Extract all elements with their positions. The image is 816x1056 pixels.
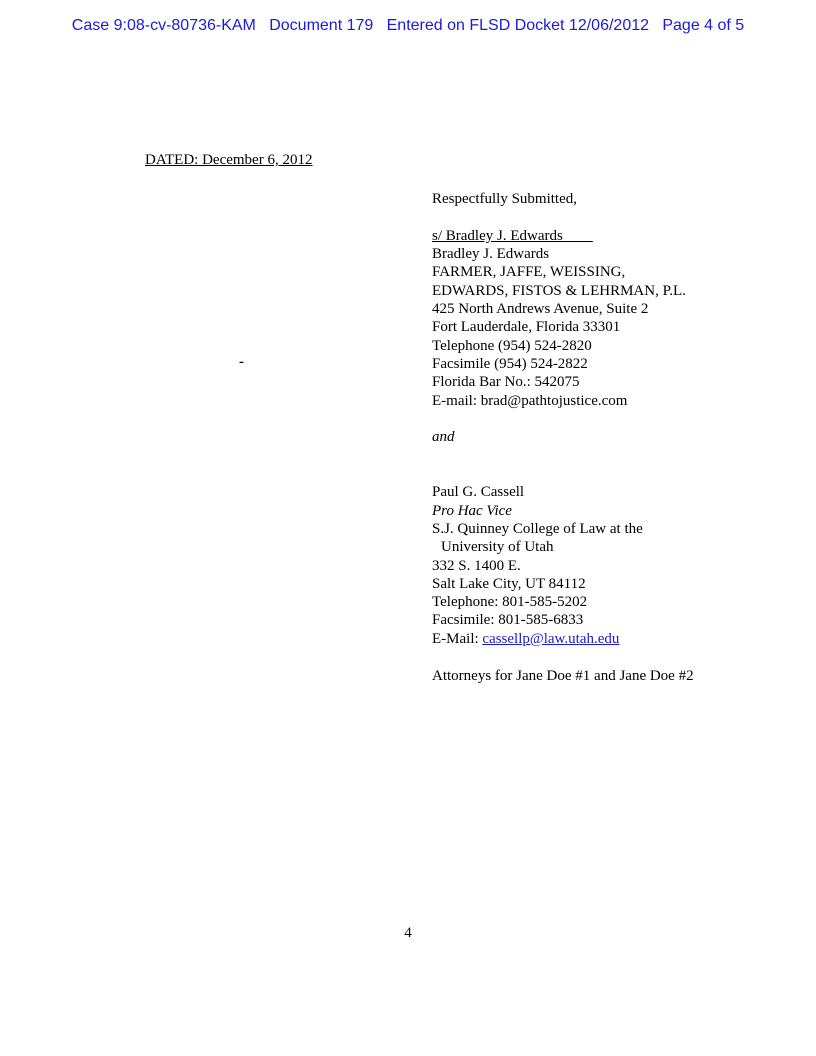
school-line-1: S.J. Quinney College of Law at the bbox=[432, 520, 643, 537]
second-address-1: 332 S. 1400 E. bbox=[432, 557, 521, 574]
school-line-2: University of Utah bbox=[441, 539, 554, 556]
second-email bbox=[432, 630, 802, 648]
page-number: 4 bbox=[404, 925, 412, 941]
firm-line-1: FARMER, JAFFE, WEISSING, bbox=[432, 264, 626, 281]
facsimile: Facsimile (954) 524-2822 bbox=[432, 355, 588, 372]
attorneys-for: Attorneys for Jane Doe #1 and Jane Doe #2 bbox=[432, 667, 694, 684]
case-header: Case 9:08-cv-80736-KAM Document 179 Entered on FLSD Docket 12/06/2012 Page 4 of 5 bbox=[71, 17, 745, 34]
dated-line: DATED: December 6, 2012 bbox=[145, 152, 313, 168]
address-line-1: 425 North Andrews Avenue, Suite 2 bbox=[432, 301, 649, 318]
email: E-mail: brad@pathtojustice.com bbox=[432, 392, 628, 409]
bar-number: Florida Bar No.: 542075 bbox=[432, 374, 580, 391]
second-telephone: Telephone: 801-585-5202 bbox=[432, 594, 588, 611]
signature-block bbox=[432, 190, 802, 685]
signature-line: s/ Bradley J. Edwards bbox=[432, 227, 593, 244]
second-address-2: Salt Lake City, UT 84112 bbox=[432, 575, 586, 592]
pro-hac-vice: Pro Hac Vice bbox=[432, 502, 512, 519]
attorney-name: Bradley J. Edwards bbox=[432, 246, 550, 263]
firm-line-2: EDWARDS, FISTOS & LEHRMAN, P.L. bbox=[432, 282, 686, 299]
second-facsimile: Facsimile: 801-585-6833 bbox=[432, 612, 584, 629]
and-conjunction: and bbox=[432, 429, 455, 446]
telephone: Telephone (954) 524-2820 bbox=[432, 337, 592, 354]
closing: Respectfully Submitted, bbox=[432, 191, 577, 207]
email-link[interactable]: cassellp@law.utah.edu bbox=[482, 630, 620, 647]
stray-dash: - bbox=[239, 354, 244, 370]
address-line-2: Fort Lauderdale, Florida 33301 bbox=[432, 319, 621, 336]
email-label: E-Mail: bbox=[432, 630, 483, 647]
second-attorney-name: Paul G. Cassell bbox=[432, 484, 525, 501]
